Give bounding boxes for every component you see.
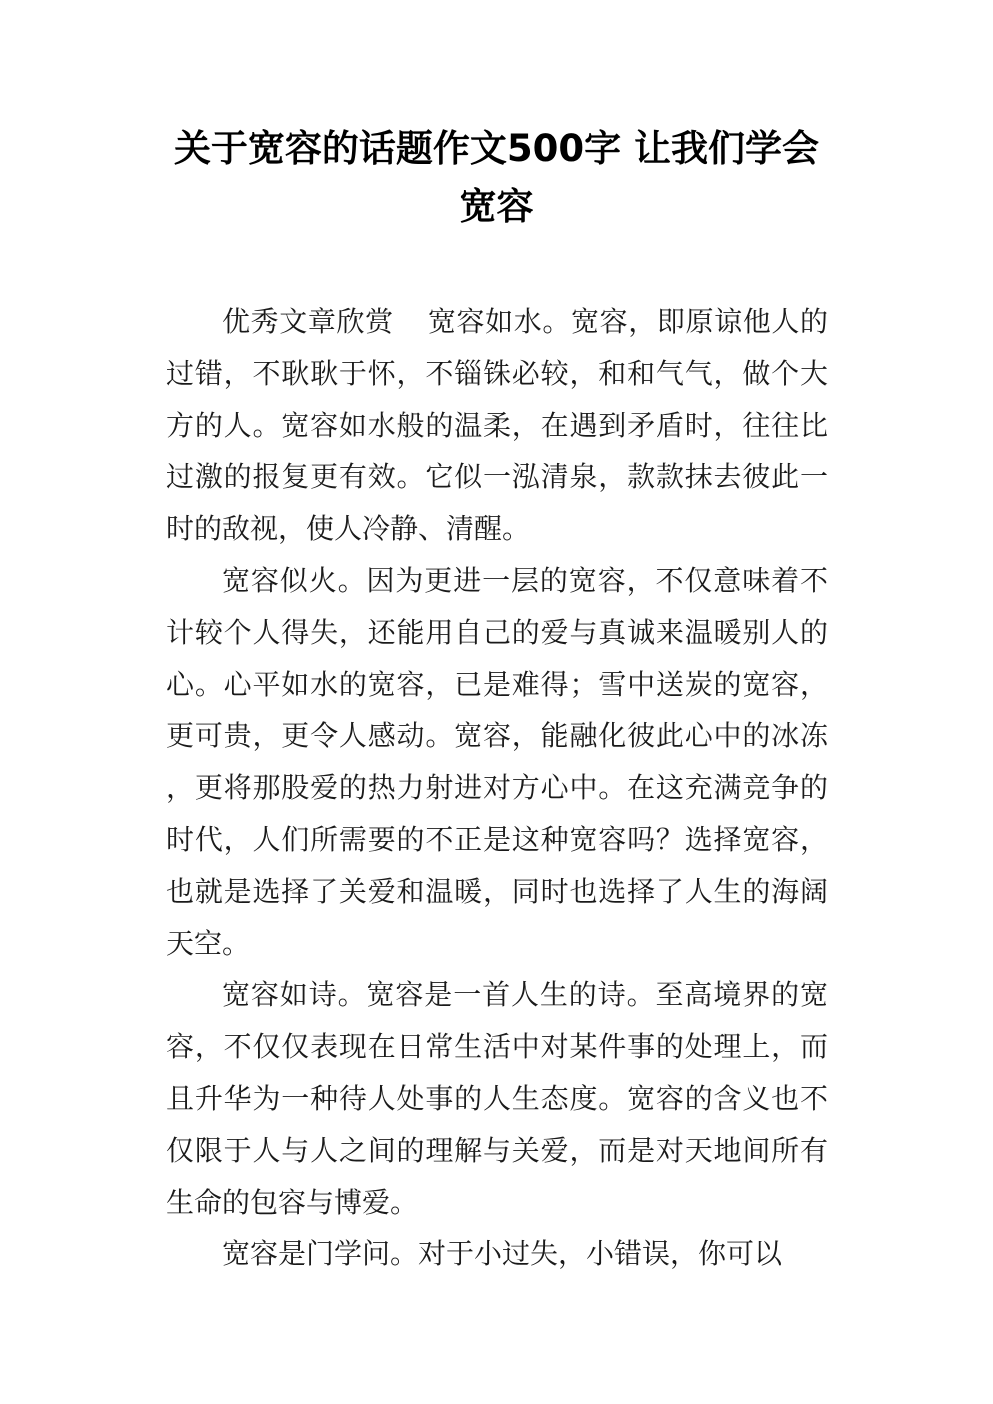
document-title: 关于宽容的话题作文500字 让我们学会宽容 bbox=[173, 127, 820, 228]
paragraph-text: 宽容如水。宽容，即原谅他人的过错，不耿耿于怀，不锱铢必较，和和气气，做个大方的人。宽容如水般的温柔，在遇到矛盾时，往往比过激的报复更有效。它似一泓清泉，款款抹去彼此一时的敌视，使人冷静、清醒。 bbox=[166, 305, 828, 546]
paragraph-3: 宽容如诗。宽容是一首人生的诗。至高境界的宽容，不仅仅表现在日常生活中对某件事的处理上，而且升华为一种待人处事的人生态度。宽容的含义也不仅限于人与人之间的理解与关爱，而是对天地间所有生命的包容与博爱。 bbox=[166, 978, 828, 1219]
paragraph-4: 宽容是门学问。对于小过失，小错误，你可以 bbox=[222, 1237, 783, 1271]
document-body bbox=[166, 296, 828, 1280]
paragraph-2: 宽容似火。因为更进一层的宽容，不仅意味着不计较个人得失，还能用自己的爱与真诚来温暖别人的心。心平如水的宽容，已是难得；雪中送炭的宽容，更可贵，更令人感动。宽容，能融化彼此心中的冰冻，更将那股爱的热力射进对方心中。在这充满竞争的时代，人们所需要的不正是这种宽容吗？选择宽容，也就是选择了关爱和温暖，同时也选择了人生的海阔天空。 bbox=[166, 563, 828, 960]
paragraph-lead: 优秀文章欣赏 bbox=[222, 305, 394, 338]
paragraph-1 bbox=[166, 296, 828, 555]
